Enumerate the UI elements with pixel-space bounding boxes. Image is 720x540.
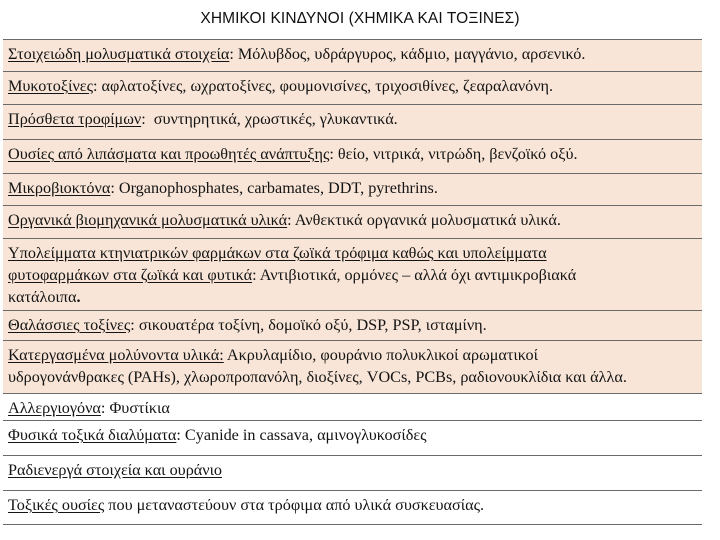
row-label: Πρόσθετα τροφίμων bbox=[8, 110, 142, 128]
row-text: Cyanide in cassava, αμινογλυκοσίδες bbox=[184, 426, 427, 444]
table-row: Υπολείμματα κτηνιατρικών φαρμάκων στα ζωϊκά τρόφιμα καθώς και υπολείμματα φυτοφαρμάκων στα ζωϊκά και φυτικά: Αντιβιοτικά, ορμόνες – αλλά όχι αντιμικροβιακά κατάλοιπα. bbox=[3, 239, 702, 311]
table-row: Φυσικά τοξικά διαλύματα: Cyanide in cassava, αμινογλυκοσίδες bbox=[3, 421, 702, 456]
row-label: Αλλεργιογόνα bbox=[8, 399, 101, 417]
row-text: αφλατοξίνες, ωχρατοξίνες, φουμονισίνες, τριχοσιθίνες, ζεαραλανόνη. bbox=[101, 77, 554, 95]
table-row bbox=[3, 341, 702, 394]
row-label: Ουσίες από λιπάσματα και προωθητές ανάπτυξης bbox=[8, 145, 330, 163]
row-text: κατάλοιπα bbox=[8, 288, 77, 306]
hazards-table bbox=[3, 39, 702, 525]
row-label: Ραδιενεργά στοιχεία και ουράνιο bbox=[8, 461, 223, 479]
row-text: Φυστίκια bbox=[109, 399, 170, 417]
table-row bbox=[3, 456, 702, 491]
slide-title: ΧΗΜΙΚΟΙ ΚΙΝΔΥΝΟΙ (ΧΗΜΙΚΑ ΚΑΙ ΤΟΞΙΝΕΣ) bbox=[200, 10, 520, 27]
table-row: Οργανικά βιομηχανικά μολυσματικά υλικά: Ανθεκτικά οργανικά μολυσματικά υλικά. bbox=[3, 206, 702, 239]
table-row: Αλλεργιογόνα: Φυστίκια bbox=[3, 394, 702, 421]
table-row: Θαλάσσιες τοξίνες: σικουατέρα τοξίνη, δομοϊκό οξύ, DSP, PSP, ισταμίνη. bbox=[3, 311, 702, 341]
row-text: Ανθεκτικά οργανικά μολυσματικά υλικά. bbox=[294, 211, 561, 229]
row-text: Μόλυβδος, υδράργυρος, κάδμιο, μαγγάνιο, αρσενικό. bbox=[237, 45, 586, 63]
row-label: Υπολείμματα κτηνιατρικών φαρμάκων στα ζωϊκά τρόφιμα καθώς και υπολείμματα bbox=[8, 244, 547, 262]
row-text: σικουατέρα τοξίνη, δομοϊκό οξύ, DSP, PSP, ισταμίνη. bbox=[138, 316, 487, 334]
table-row: Ουσίες από λιπάσματα και προωθητές ανάπτυξης: θείο, νιτρικά, νιτρώδη, βενζοϊκό οξύ. bbox=[3, 140, 702, 174]
row-text: που μεταναστεύουν στα τρόφιμα από υλικά συσκευασίας. bbox=[108, 496, 485, 514]
table-row: Μικροβιοκτόνα: Organophosphates, carbamates, DDT, pyrethrins. bbox=[3, 174, 702, 206]
row-label: Τοξικές ουσίες bbox=[8, 496, 105, 514]
row-text: Organophosphates, carbamates, DDT, pyrethrins. bbox=[118, 179, 438, 197]
row-label: Μυκοτοξίνες bbox=[8, 77, 93, 95]
table-row: Μυκοτοξίνες: αφλατοξίνες, ωχρατοξίνες, φουμονισίνες, τριχοσιθίνες, ζεαραλανόνη. bbox=[3, 72, 702, 105]
row-text: θείο, νιτρικά, νιτρώδη, βενζοϊκό οξύ. bbox=[337, 145, 578, 163]
row-label: Θαλάσσιες τοξίνες bbox=[8, 316, 131, 334]
row-text: Ακρυλαμίδιο, φουράνιο πολυκλικοί αρωματικοί bbox=[226, 346, 539, 364]
table-row bbox=[3, 491, 702, 525]
table-row: Πρόσθετα τροφίμων: συντηρητικά, χρωστικές, γλυκαντικά. bbox=[3, 105, 702, 140]
row-label: φυτοφαρμάκων στα ζωϊκά και φυτικά bbox=[8, 266, 253, 284]
table-row: Στοιχειώδη μολυσματικά στοιχεία: Μόλυβδος, υδράργυρος, κάδμιο, μαγγάνιο, αρσενικό. bbox=[3, 40, 702, 72]
row-label: Στοιχειώδη μολυσματικά στοιχεία bbox=[8, 45, 230, 63]
row-text: συντηρητικά, χρωστικές, γλυκαντικά. bbox=[153, 110, 398, 128]
row-label: Φυσικά τοξικά διαλύματα bbox=[8, 426, 177, 444]
row-label: Μικροβιοκτόνα bbox=[8, 179, 111, 197]
row-label: Κατεργασμένα μολύνοντα υλικά: bbox=[8, 346, 224, 364]
row-text: Αντιβιοτικά, ορμόνες – αλλά όχι αντιμικροβιακά bbox=[259, 266, 577, 284]
row-text: υδρογονάνθρακες (PAHs), χλωροπροπανόλη, διοξίνες, VOCs, PCBs, ραδιονουκλίδια και άλλα. bbox=[8, 368, 627, 386]
row-label: Οργανικά βιομηχανικά μολυσματικά υλικά bbox=[8, 211, 288, 229]
